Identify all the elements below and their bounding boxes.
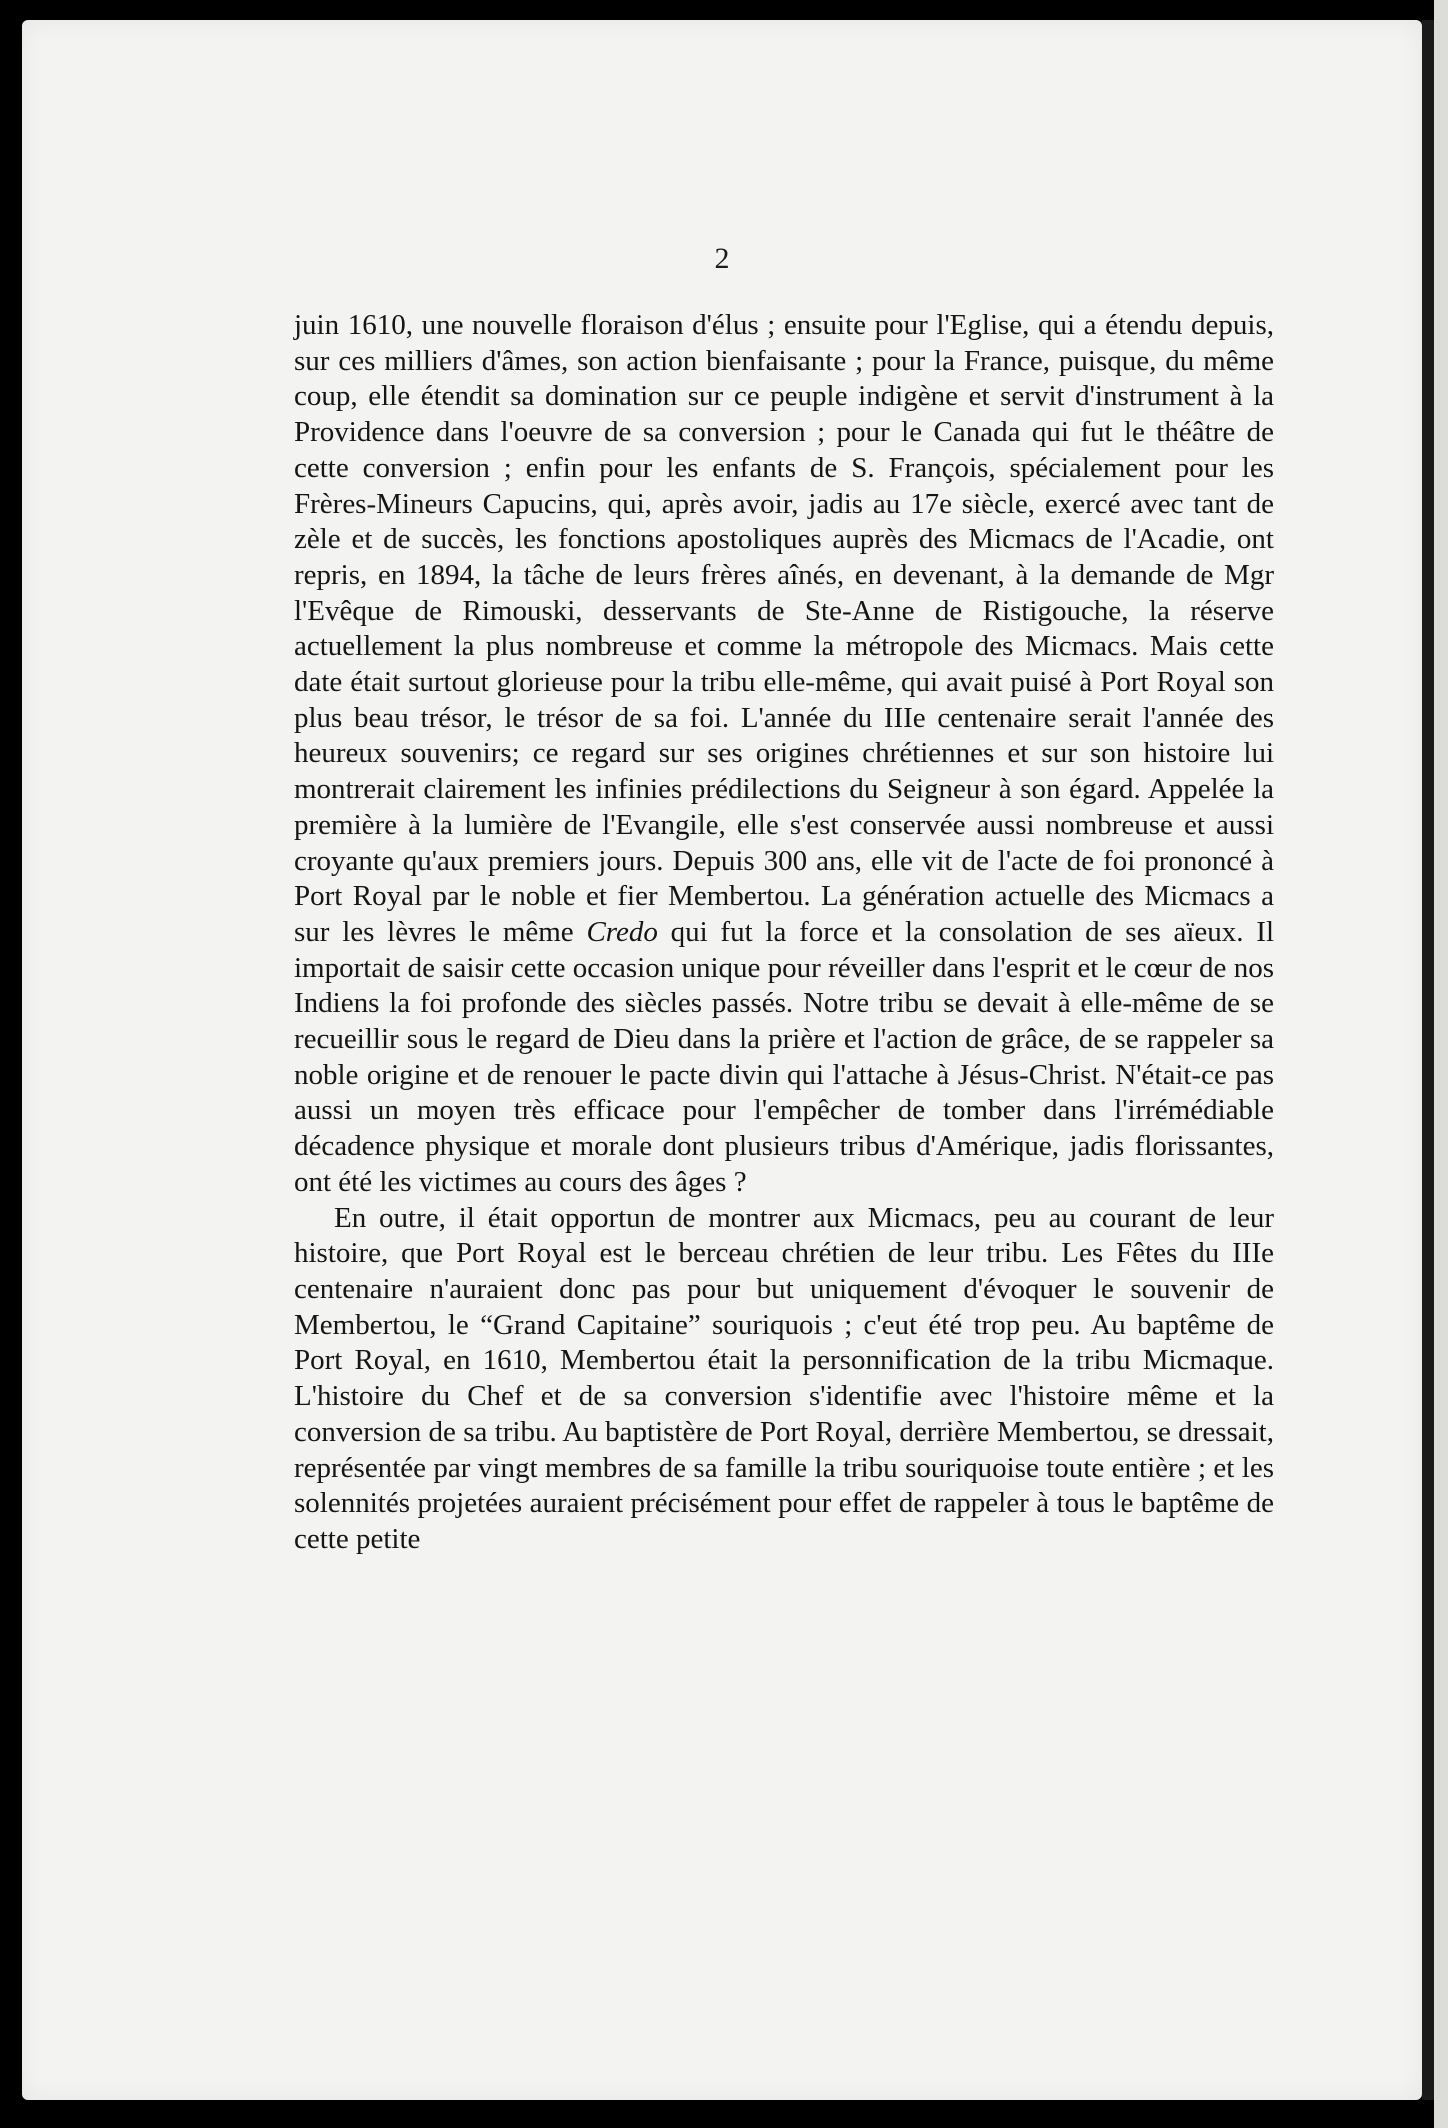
paragraph-1-text-b: qui fut la force et la consolation de ses aïeux. Il importait de saisir cette occasion unique pour réveiller dans l'esprit et le cœur de nos Indiens la foi profonde des siècles passés. Notre tribu se devait à elle-même de se recueillir sous le regard de Dieu dans la prière et l'action de grâce, de se rappeler sa noble origine et de renouer le pacte divin qui l'attache à Jésus-Christ. N'était-ce pas aussi un moyen très efficace pour l'empêcher de tomber dans l'irrémédiable décadence physique et morale dont plusieurs tribus d'Amérique, jadis florissantes, ont été les victimes au cours des âges ? <box>294 915 1274 1198</box>
paragraph-2-text: En outre, il était opportun de montrer aux Micmacs, peu au courant de leur histoire, que Port Royal est le berceau chrétien de leur tribu. Les Fêtes du IIIe centenaire n'auraient donc pas pour but uniquement d'évoquer le souvenir de Membertou, le “Grand Capitaine” souriquois ; c'eut été trop peu. Au baptême de Port Royal, en 1610, Membertou était la personnification de la tribu Micmaque. L'histoire du Chef et de sa conversion s'identifie avec l'histoire même et la conversion de sa tribu. Au baptistère de Port Royal, derrière Membertou, se dressait, représentée par vingt membres de sa famille la tribu souriquoise toute entière ; et les solennités projetées auraient précisément pour effet de rappeler à tous le baptême de cette petite <box>294 1201 1274 1555</box>
paragraph-1-text-a: juin 1610, une nouvelle floraison d'élus ; ensuite pour l'Eglise, qui a étendu depuis, sur ces milliers d'âmes, son action bienfaisante ; pour la France, puisque, du même coup, elle étendit sa domination sur ce peuple indigène et servit d'instrument à la Providence dans l'oeuvre de sa conversion ; pour le Canada qui fut le théâtre de cette conversion ; enfin pour les enfants de S. François, spécialement pour les Frères-Mineurs Capucins, qui, après avoir, jadis au 17e siècle, exercé avec tant de zèle et de succès, les fonctions apostoliques auprès des Micmacs de l'Acadie, ont repris, en 1894, la tâche de leurs frères aînés, en devenant, à la demande de Mgr l'Evêque de Rimouski, desservants de Ste-Anne de Ristigouche, la réserve actuellement la plus nombreuse et comme la métropole des Micmacs. Mais cette date était surtout glorieuse pour la tribu elle-même, qui avait puisé à Port Royal son plus beau trésor, le trésor de sa foi. L'année du IIIe centenaire serait l'année des heureux souvenirs; ce regard sur ses origines chrétiennes et sur son histoire lui montrerait clairement les infinies prédilections du Seigneur à son égard. Appelée la première à la lumière de l'Evangile, elle s'est conservée aussi nombreuse et aussi croyante qu'aux premiers jours. Depuis 300 ans, elle vit de l'acte de foi prononcé à Port Royal par le noble et fier Membertou. La génération actuelle des Micmacs a sur les lèvres le même <box>294 309 1274 948</box>
paragraph-2 <box>294 1201 1274 1558</box>
page-number: 2 <box>714 242 730 275</box>
document-page <box>22 20 1422 2100</box>
body-text <box>294 308 1274 1558</box>
adjacent-page-strip <box>1434 0 1448 2128</box>
page-edge-shadow <box>1422 20 1434 2100</box>
paragraph-1 <box>294 308 1274 1201</box>
paragraph-1-italic-credo: Credo <box>586 915 658 948</box>
